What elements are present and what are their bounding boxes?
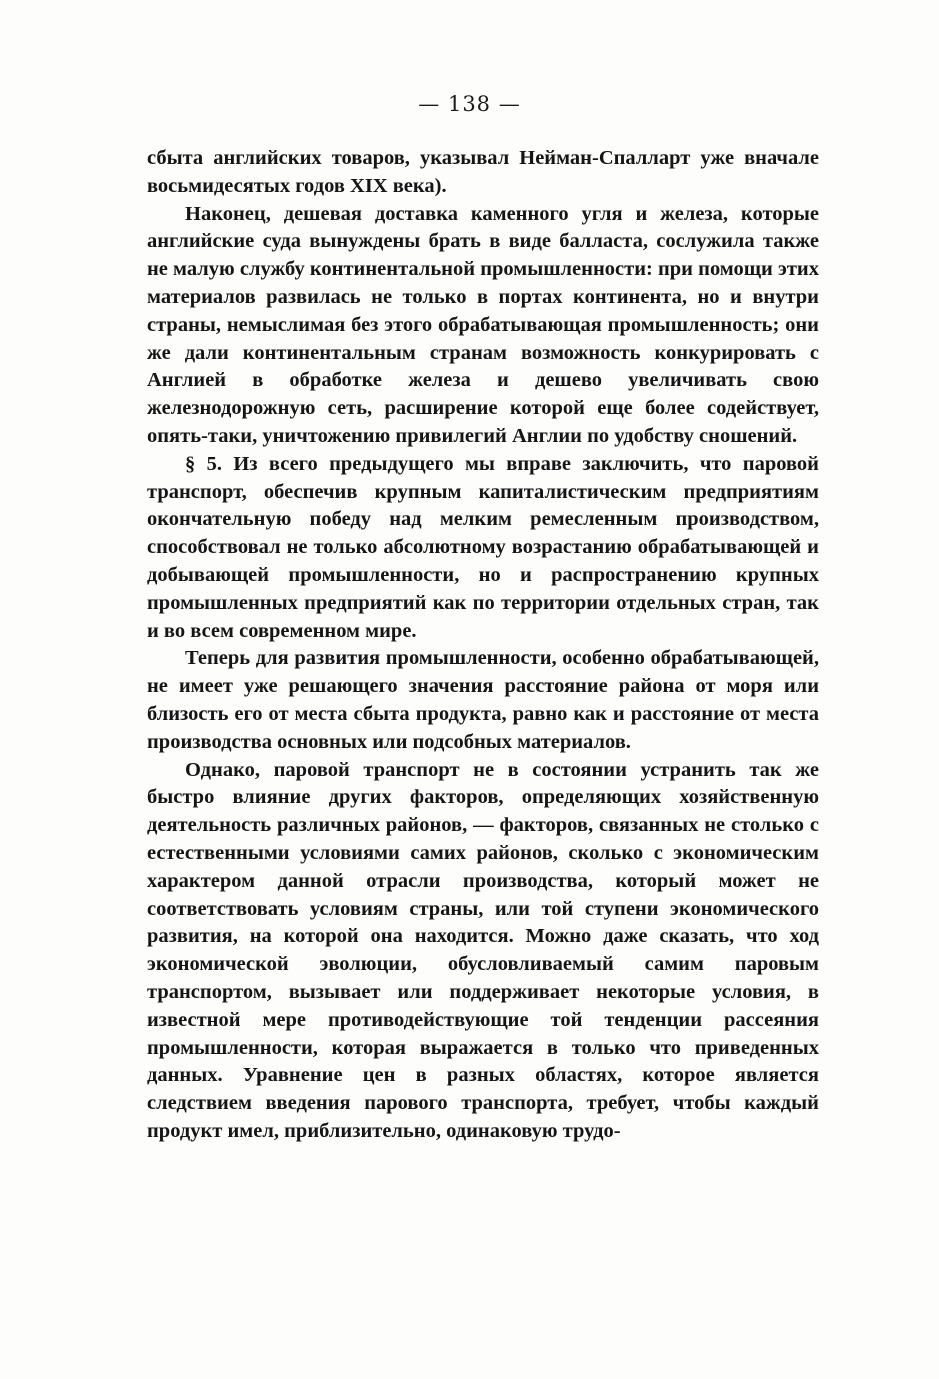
page-number: — 138 — <box>418 92 521 116</box>
paragraph-however: Однако, паровой транспорт не в состоянии устранить так же быстро влияние других факторов, определяющих хозяйственную деятельность различных районов, — факторов, связанных не столько с естественными условиями самих районов, сколько с экономическим характером данной отрасли производства, который может не соответствовать условиям страны, или той ступени экономического развития, на которой она находится. Можно даже сказать, что ход экономической эволюции, обусловливаемый самим паровым транспортом, вызывает или поддерживает некоторые условия, в известной мере противодействующие той тенденции рассеяния промышленности, которая выражается в только что приведенных данных. Уравнение цен в разных областях, которое является следствием введения парового транспорта, требует, чтобы каждый продукт имел, приблизительно, одинаковую трудо- <box>147 758 819 1142</box>
body-text <box>147 145 819 1146</box>
paragraph-section-5: § 5. Из всего предыдущего мы вправе заключить, что паровой транспорт, обеспечив крупным капиталистическим предприятиям окончательную победу над мелким ремесленным производством, способствовал не только абсолютному возрастанию обрабатывающей и добывающей промышленности, но и распространению крупных промышленных предприятий как по территории отдельных стран, так и во всем современном мире. <box>147 452 819 642</box>
paragraph-coal-iron: Наконец, дешевая доставка каменного угля и железа, которые английские суда вынуждены брать в виде балласта, сослужила также не малую службу континентальной промышленности: при помощи этих материалов развилась не только в портах континента, но и внутри страны, немыслимая без этого обрабатывающая промышленность; они же дали континентальным странам возможность конкурировать с Англией в обработке железа и дешево увеличивать свою железнодорожную сеть, расширение которой еще более содействует, опять-таки, уничтожению привилегий Англии по удобству сношений. <box>147 202 819 447</box>
paragraph-development: Теперь для развития промышленности, особенно обрабатывающей, не имеет уже решающего значения расстояние района от моря или близость его от места сбыта продукта, равно как и расстояние от места производства основных или подсобных материалов. <box>147 647 819 753</box>
paragraph-continuation: сбыта английских товаров, указывал Нейман-Спалларт уже вначале восьмидесятых годов XIX века). <box>147 147 819 197</box>
